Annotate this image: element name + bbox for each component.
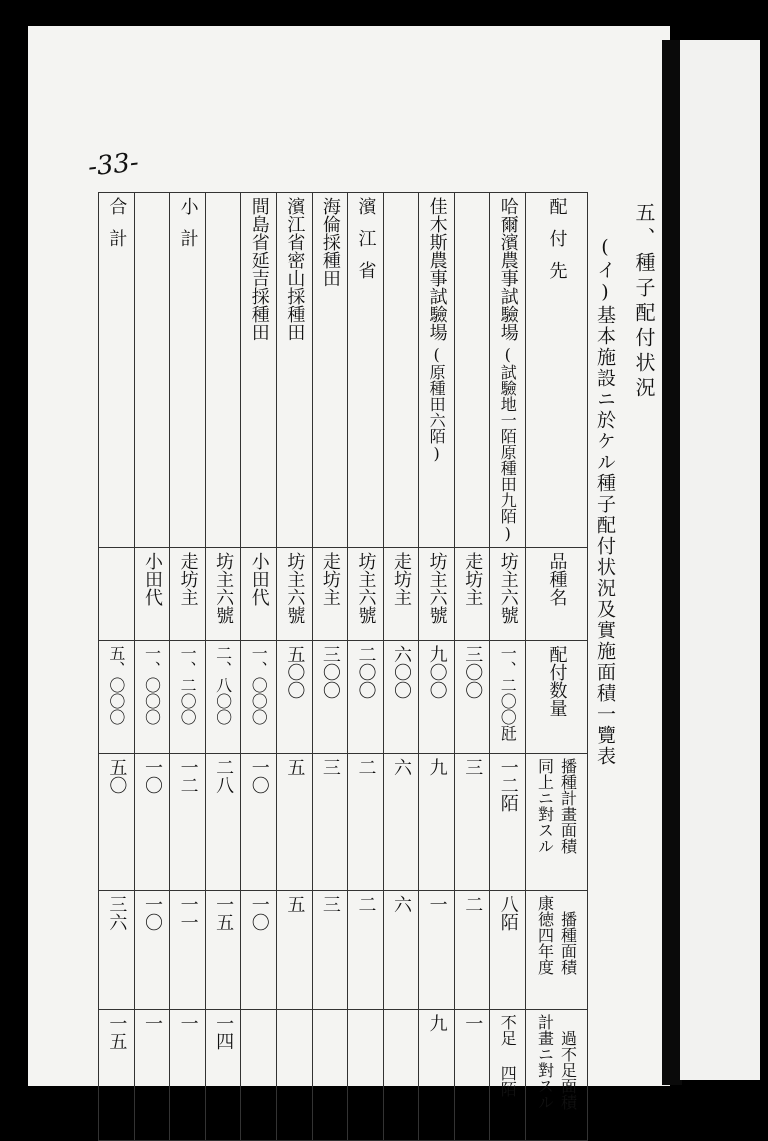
cell-dest: 哈爾濱農事試驗場 (497, 197, 519, 341)
binding-spine (662, 40, 682, 1085)
section-title: 五、種子配付状況 (632, 202, 656, 402)
variety-row: 品種名 坊主六號 走坊主 坊主六號 走坊主 坊主六號 走坊主 坊主六號 小田代 坊主六號 走坊主 小田代 (99, 548, 588, 641)
cell-dest: 濱江省密山採種田 (284, 197, 306, 341)
facing-page (680, 40, 760, 1080)
planned-area-row: 播種計畫面積同上ニ對スル 一二陌 三 九 六 二 三 五 一〇 二八 一二 一〇 五〇 (99, 754, 588, 891)
header-variety: 品種名 (546, 552, 568, 606)
cell-dest: 濱江省 (355, 197, 377, 293)
cell-dest: 間島省延吉採種田 (248, 197, 270, 341)
cell-dest: 海倫採種田 (319, 197, 341, 287)
shortfall-row: 過不足面積計畫ニ對スル 不足 四陌 一 九 一四 一 一 一五 (99, 1010, 588, 1141)
cell-dest: 小計 (177, 197, 199, 261)
header-destination: 配付先 (546, 197, 568, 293)
cell-dest: 合計 (106, 197, 128, 261)
page-number: -33- (86, 147, 141, 183)
distribution-table (98, 192, 588, 1141)
table-title: (イ)基本施設ニ於ケル種子配付状況及實施面積一覽表 (594, 236, 616, 767)
header-quantity: 配付数量 (546, 645, 568, 717)
quantity-row: 配付数量 一、二〇〇瓩 三〇〇 九〇〇 六〇〇 二〇〇 三〇〇 五〇〇 一、〇〇〇 二、八〇〇 一、二〇〇 一、〇〇〇 五、〇〇〇 (99, 641, 588, 754)
actual-area-row: 播種面積康徳四年度 八陌 二 一 六 二 三 五 一〇 一五 一一 一〇 三六 (99, 891, 588, 1010)
cell-dest: 佳木斯農事試驗場 (426, 197, 448, 341)
destination-row: 配付先 哈爾濱農事試驗場 (試驗地一陌原種田九陌) 佳木斯農事試驗場 (原種田六陌) 濱江省 海倫採種田 濱江省密山採種田 間島省延吉採種田 小計 合計 (99, 193, 588, 548)
